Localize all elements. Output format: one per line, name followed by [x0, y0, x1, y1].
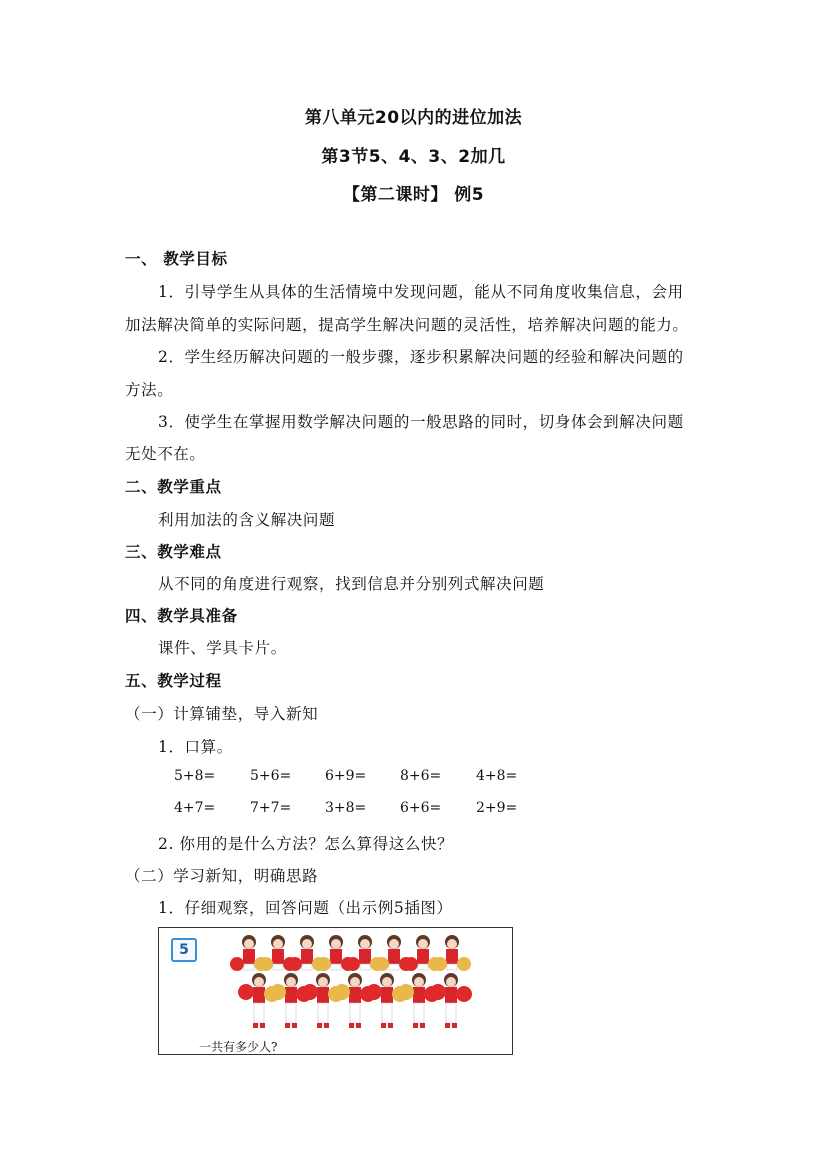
calc-item: 5+6=: [250, 768, 292, 784]
calc-item: 3+8=: [325, 800, 367, 816]
calc-item: 8+6=: [400, 768, 442, 784]
example-number-badge: 5: [171, 938, 197, 962]
process-sub-2: （二）学习新知，明确思路: [125, 867, 319, 885]
calc-item: 6+6=: [400, 800, 442, 816]
cheerleaders-back-row: [230, 935, 471, 971]
calc-item: 6+9=: [325, 768, 367, 784]
goal-2-line-1: 2．学生经历解决问题的一般步骤，逐步积累解决问题的经验和解决问题的: [158, 348, 684, 366]
process-item-1: 1．口算。: [158, 738, 233, 756]
goal-2-line-2: 方法。: [125, 381, 174, 399]
heading-teaching-goals: 一、 教学目标: [125, 250, 228, 268]
process-item-2: 2. 你用的是什么方法？怎么算得这么快？: [158, 835, 454, 853]
illustration-question: 一共有多少人?: [199, 1040, 278, 1054]
calc-item: 4+7=: [174, 800, 216, 816]
heading-key-points: 二、教学重点: [125, 478, 222, 496]
goal-1-line-2: 加法解决简单的实际问题，提高学生解决问题的灵活性，培养解决问题的能力。: [125, 316, 689, 334]
key-points-text: 利用加法的含义解决问题: [158, 511, 336, 529]
goal-1-line-1: 1．引导学生从具体的生活情境中发现问题，能从不同角度收集信息，会用: [158, 283, 684, 301]
heading-materials: 四、教学具准备: [125, 607, 238, 625]
process-item-3: 1．仔细观察，回答问题（出示例5插图）: [158, 899, 453, 917]
materials-text: 课件、学具卡片。: [158, 639, 287, 657]
cheerleaders-drawing: [159, 928, 512, 1054]
difficulties-text: 从不同的角度进行观察，找到信息并分别列式解决问题: [158, 575, 545, 593]
calc-item: 5+8=: [174, 768, 216, 784]
calc-item: 7+7=: [250, 800, 292, 816]
process-sub-1: （一）计算铺垫，导入新知: [125, 705, 319, 723]
unit-title: 第八单元20以内的进位加法: [304, 108, 523, 128]
section-title: 第3节5、4、3、2加几: [321, 147, 506, 167]
cheerleaders-front-row: [238, 973, 472, 1028]
goal-3-line-2: 无处不在。: [125, 445, 206, 463]
goal-3-line-1: 3．使学生在掌握用数学解决问题的一般思路的同时，切身体会到解决问题: [158, 413, 684, 431]
calc-item: 4+8=: [476, 768, 518, 784]
example-5-illustration: [158, 927, 513, 1055]
heading-difficulties: 三、教学难点: [125, 543, 222, 561]
heading-process: 五、教学过程: [125, 672, 222, 690]
lesson-title: 【第二课时】 例5: [342, 185, 485, 205]
calc-item: 2+9=: [476, 800, 518, 816]
